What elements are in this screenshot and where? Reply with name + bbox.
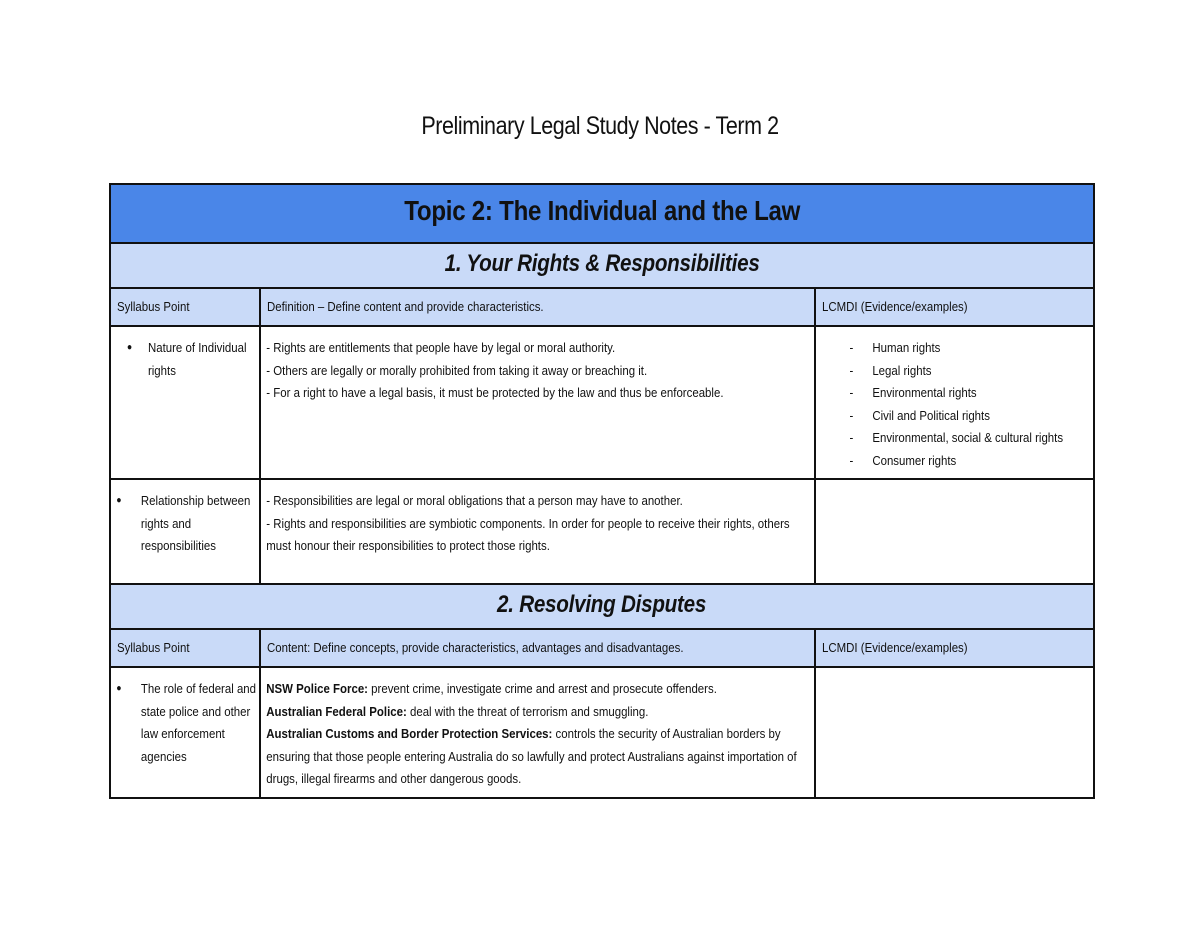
syllabus-cell (110, 479, 260, 584)
column-header-lcmdi-label: LCMDI (Evidence/examples) (822, 298, 968, 314)
column-header-content (260, 629, 815, 667)
study-notes-table (109, 183, 1095, 799)
syllabus-point: ● The role of federal and state police and other law enforcement agencies (116, 678, 263, 768)
column-header-lcmdi (815, 288, 1094, 326)
column-header-definition (260, 288, 815, 326)
list-item: - Human rights (849, 337, 1096, 360)
agency-label: Australian Federal Police: (266, 703, 407, 719)
agency-description: controls the security of Australian borders by ensuring that those people entering Australia do so lawfully and protect Australians against importation of drugs, illegal firearms and other dangerous goods. (266, 726, 797, 786)
syllabus-point: ● Relationship between rights and responsibilities (116, 490, 263, 558)
lcmdi-list (821, 337, 1096, 472)
agency-entry (266, 678, 816, 701)
list-item: - Consumer rights (849, 450, 1096, 473)
column-header-lcmdi-label: LCMDI (Evidence/examples) (822, 639, 968, 655)
table-row (110, 479, 1094, 584)
topic-header-row (110, 184, 1094, 243)
agency-label: NSW Police Force: (266, 681, 368, 696)
definition-cell (260, 326, 815, 479)
syllabus-point-list (116, 678, 263, 768)
topic-title: Topic 2: The Individual and the Law (404, 194, 800, 226)
syllabus-cell (110, 667, 260, 798)
topic-header-cell (110, 184, 1094, 243)
document-title: Preliminary Legal Study Notes - Term 2 (421, 112, 779, 140)
list-item: - Environmental, social & cultural rights (849, 427, 1096, 450)
syllabus-point-list (116, 337, 263, 382)
agency-description: deal with the threat of terrorism and smuggling. (406, 703, 649, 719)
definition-line: - Rights are entitlements that people have by legal or moral authority. (266, 340, 616, 355)
section-2-title: 2. Resolving Disputes (497, 590, 707, 618)
lcmdi-cell (815, 326, 1094, 479)
syllabus-point-list (116, 490, 263, 558)
content-cell (260, 667, 815, 798)
section-2-header-row (110, 584, 1094, 629)
column-header-syllabus (110, 629, 260, 667)
section-1-header-row (110, 243, 1094, 288)
table-row (110, 667, 1094, 798)
column-header-definition-label: Definition – Define content and provide characteristics. (267, 298, 544, 314)
section-2-column-headers (110, 629, 1094, 667)
agency-description: prevent crime, investigate crime and arrest and prosecute offenders. (367, 681, 717, 696)
section-2-header-cell (110, 584, 1094, 629)
definition-cell (260, 479, 815, 584)
list-item: - Civil and Political rights (849, 405, 1096, 428)
column-header-syllabus-label: Syllabus Point (117, 639, 190, 655)
section-1-title: 1. Your Rights & Responsibilities (444, 249, 760, 277)
column-header-syllabus-label: Syllabus Point (117, 298, 190, 314)
lcmdi-cell (815, 667, 1094, 798)
agency-entry (266, 723, 816, 791)
syllabus-point: ● Nature of Individual rights (116, 337, 263, 382)
column-header-lcmdi (815, 629, 1094, 667)
section-1-column-headers (110, 288, 1094, 326)
syllabus-cell (110, 326, 260, 479)
column-header-syllabus (110, 288, 260, 326)
section-1-header-cell (110, 243, 1094, 288)
definition-line: - Responsibilities are legal or moral obligations that a person may have to another. (266, 493, 683, 508)
list-item: - Legal rights (849, 360, 1096, 383)
table-row (110, 326, 1094, 479)
agency-entry (266, 701, 816, 724)
list-item: - Environmental rights (849, 382, 1096, 405)
agency-label: Australian Customs and Border Protection Services: (266, 726, 553, 741)
definition-line: - For a right to have a legal basis, it must be protected by the law and thus be enforceable. (266, 385, 724, 400)
definition-line: - Others are legally or morally prohibited from taking it away or breaching it. (266, 362, 648, 378)
lcmdi-cell (815, 479, 1094, 584)
definition-line: - Rights and responsibilities are symbiotic components. In order for people to receive their rights, others must honour their responsibilities to protect those rights. (266, 515, 790, 553)
column-header-content-label: Content: Define concepts, provide characteristics, advantages and disadvantages. (267, 639, 684, 655)
